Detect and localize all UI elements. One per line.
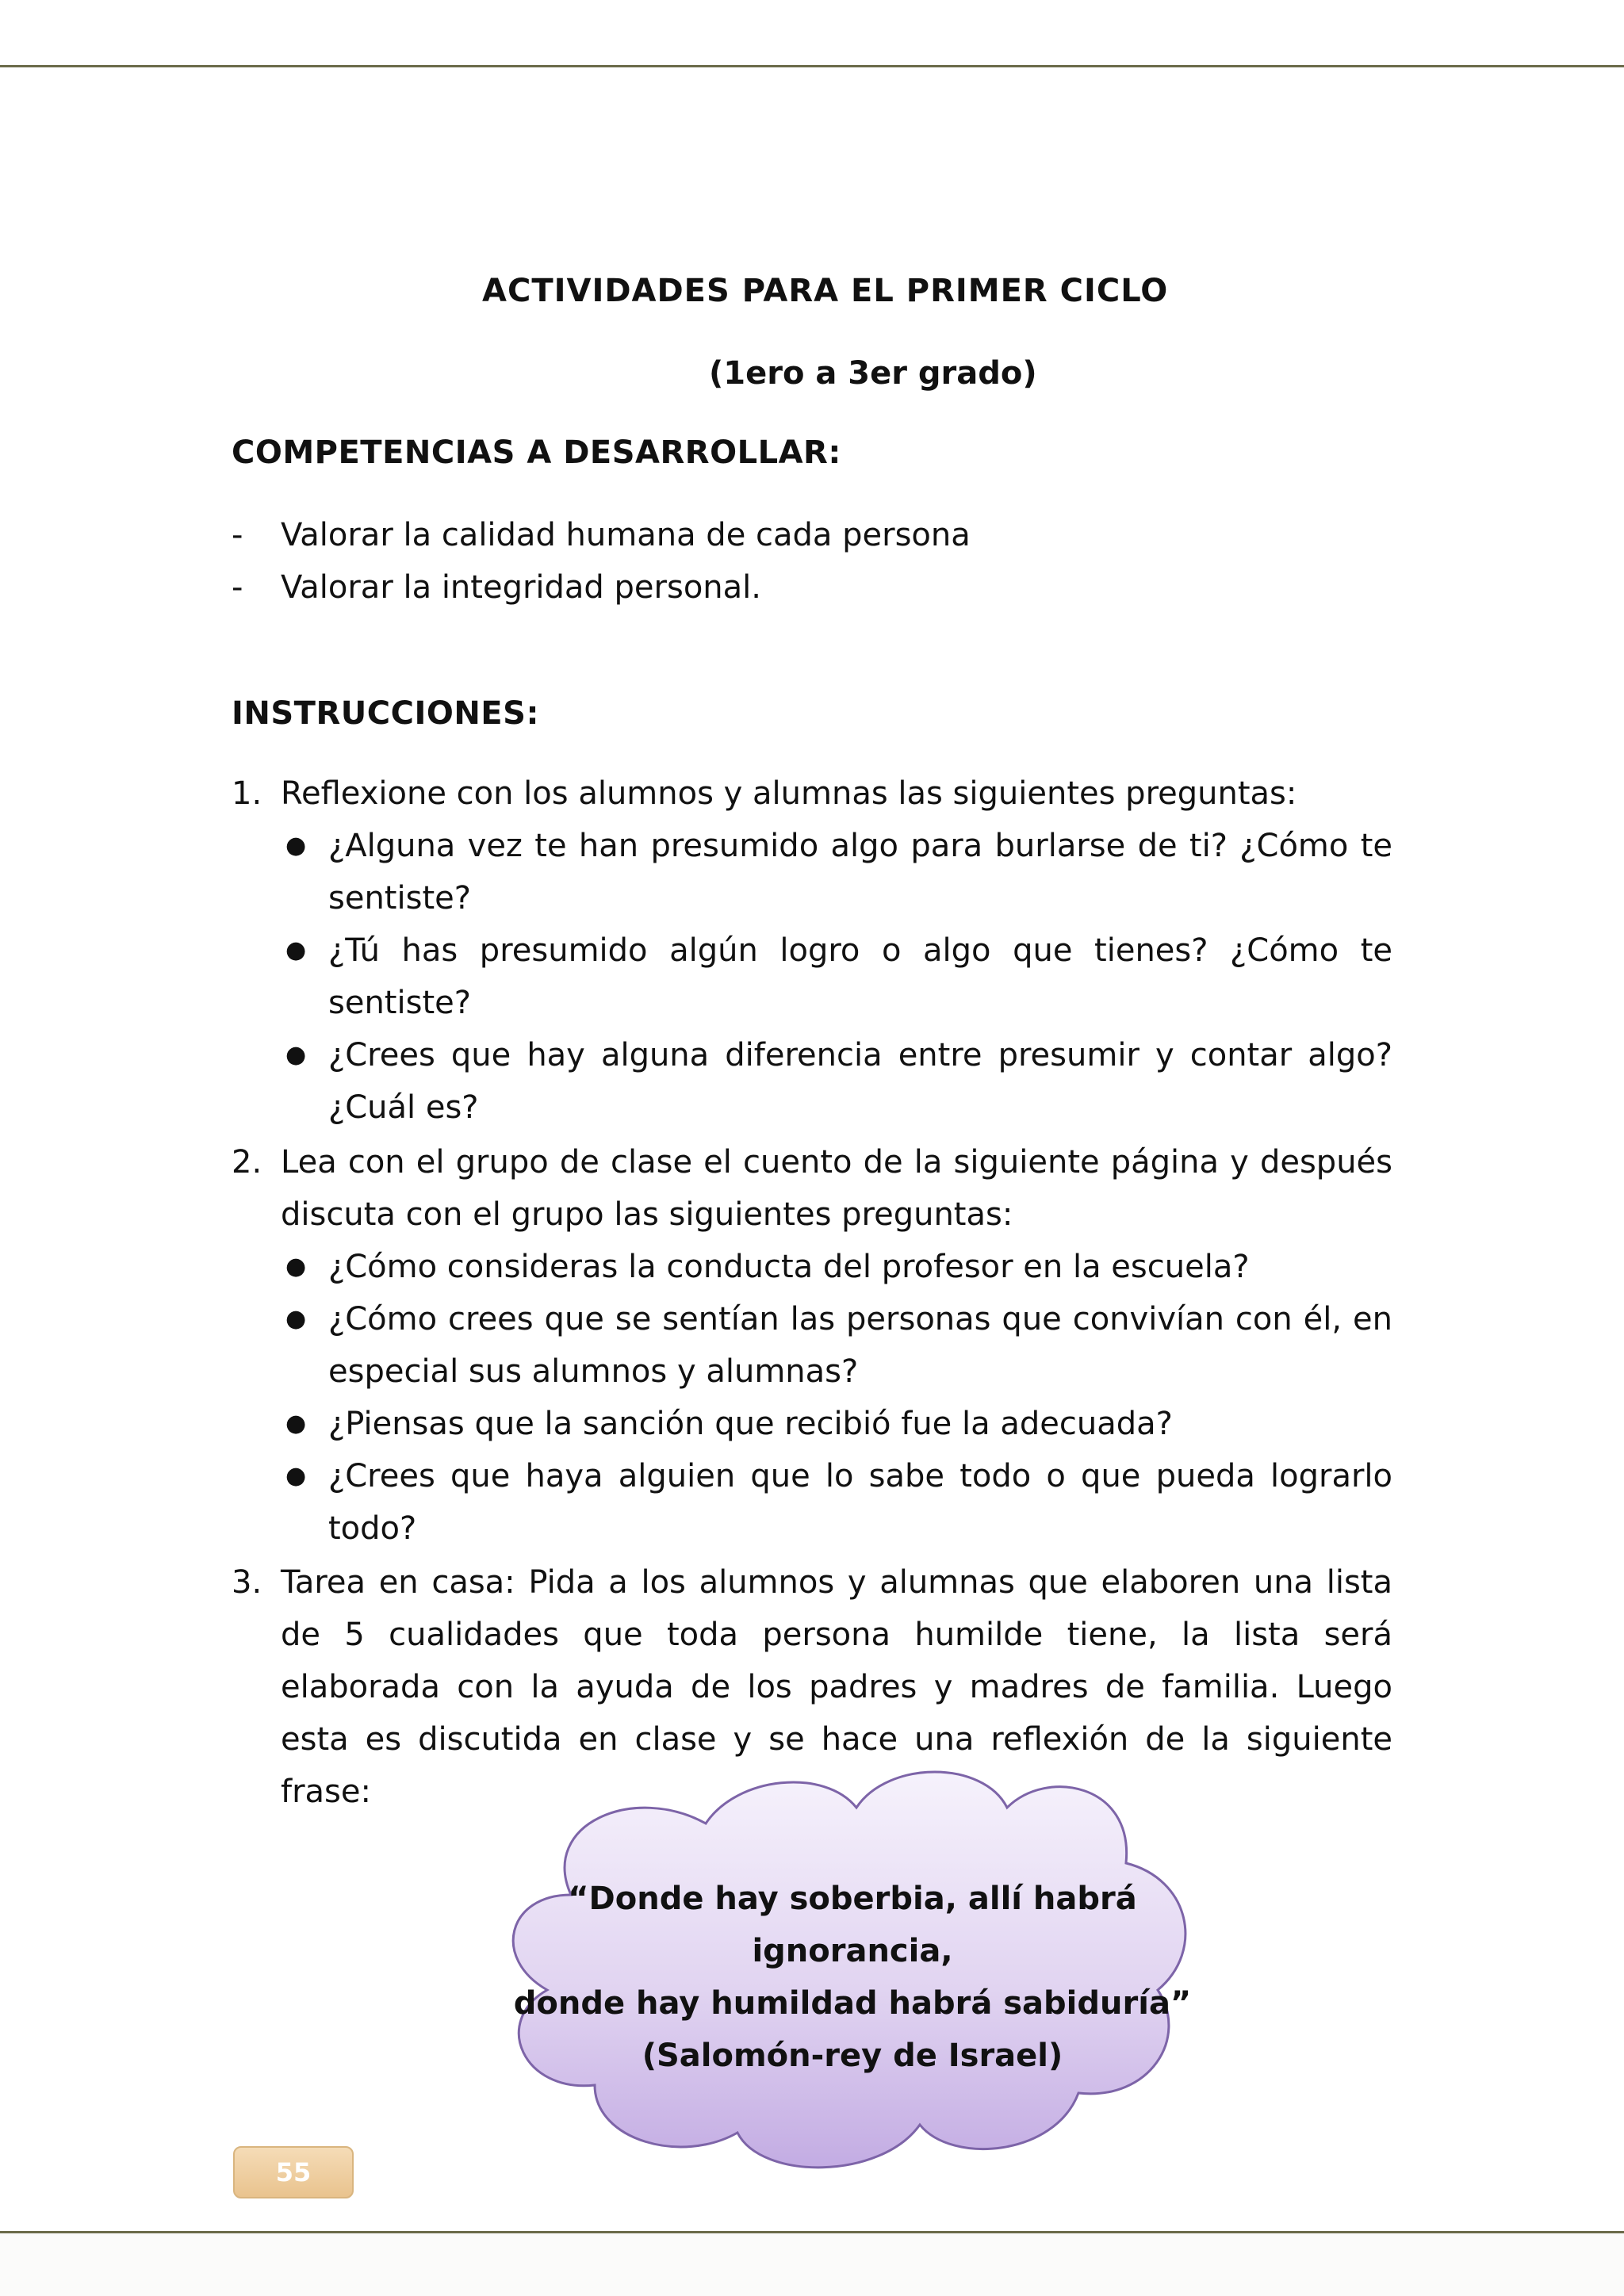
list-item: ● ¿Cómo consideras la conducta del profesor en la escuela?: [232, 1241, 1392, 1293]
quote-line: donde hay humildad habrá sabiduría”: [513, 1985, 1192, 2022]
bullet-icon: ●: [285, 1462, 307, 1490]
list-item: - Valorar la integridad personal.: [232, 569, 761, 606]
bullet-icon: ●: [285, 1305, 307, 1333]
step-text: Reflexione con los alumnos y alumnas las siguientes preguntas:: [281, 775, 1297, 812]
top-rule: [0, 65, 1624, 67]
instruction-step-2: [232, 1136, 1392, 1555]
bullet-icon: ●: [285, 832, 307, 859]
quote-attribution: (Salomón-rey de Israel): [642, 2038, 1063, 2074]
step-number: 1.: [232, 775, 262, 812]
step-text: Lea con el grupo de clase el cuento de la siguiente página y después discuta con el grupo las siguientes preguntas:: [281, 1144, 1392, 1233]
bottom-rule: [0, 2231, 1624, 2233]
bullet-icon: ●: [285, 936, 307, 964]
page-number-badge: 55: [233, 2146, 354, 2198]
list-item: ● ¿Crees que haya alguien que lo sabe todo o que pueda lograrlo todo?: [232, 1450, 1392, 1555]
instrucciones-heading: INSTRUCCIONES:: [232, 695, 539, 732]
quote-line: “Donde hay soberbia, allí habrá ignorancia,: [568, 1881, 1137, 1969]
page-subtitle: (1ero a 3er grado): [709, 355, 1037, 392]
list-item: ● ¿Piensas que la sanción que recibió fue la adecuada?: [232, 1398, 1392, 1450]
quote-block: [476, 1873, 1229, 2082]
step-number: 3.: [232, 1564, 262, 1601]
step-text: Tarea en casa: Pida a los alumnos y alumnas que elaboren una lista de 5 cualidades que toda persona humilde tiene, la lista será elaborada con la ayuda de los padres y madres de familia. Luego esta es discutida en clase y se hace una reflexión de la siguiente frase:: [281, 1564, 1392, 1810]
list-item: ● ¿Crees que hay alguna diferencia entre presumir y contar algo? ¿Cuál es?: [232, 1029, 1392, 1134]
bullet-icon: ●: [285, 1410, 307, 1437]
competencias-list: [232, 509, 1389, 614]
list-item: ● ¿Alguna vez te han presumido algo para burlarse de ti? ¿Cómo te sentiste?: [232, 820, 1392, 924]
list-item: - Valorar la calidad humana de cada persona: [232, 517, 971, 553]
competencias-heading: COMPETENCIAS A DESARROLLAR:: [232, 434, 841, 471]
instruction-step-1: [232, 767, 1392, 1134]
step-number: 2.: [232, 1144, 262, 1181]
bullet-icon: ●: [285, 1253, 307, 1280]
bottom-band: [0, 2233, 1624, 2296]
list-item: ● ¿Cómo crees que se sentían las personas que convivían con él, en especial sus alumnos y alumnas?: [232, 1293, 1392, 1398]
bullet-icon: ●: [285, 1041, 307, 1069]
list-item: ● ¿Tú has presumido algún logro o algo que tienes? ¿Cómo te sentiste?: [232, 924, 1392, 1029]
